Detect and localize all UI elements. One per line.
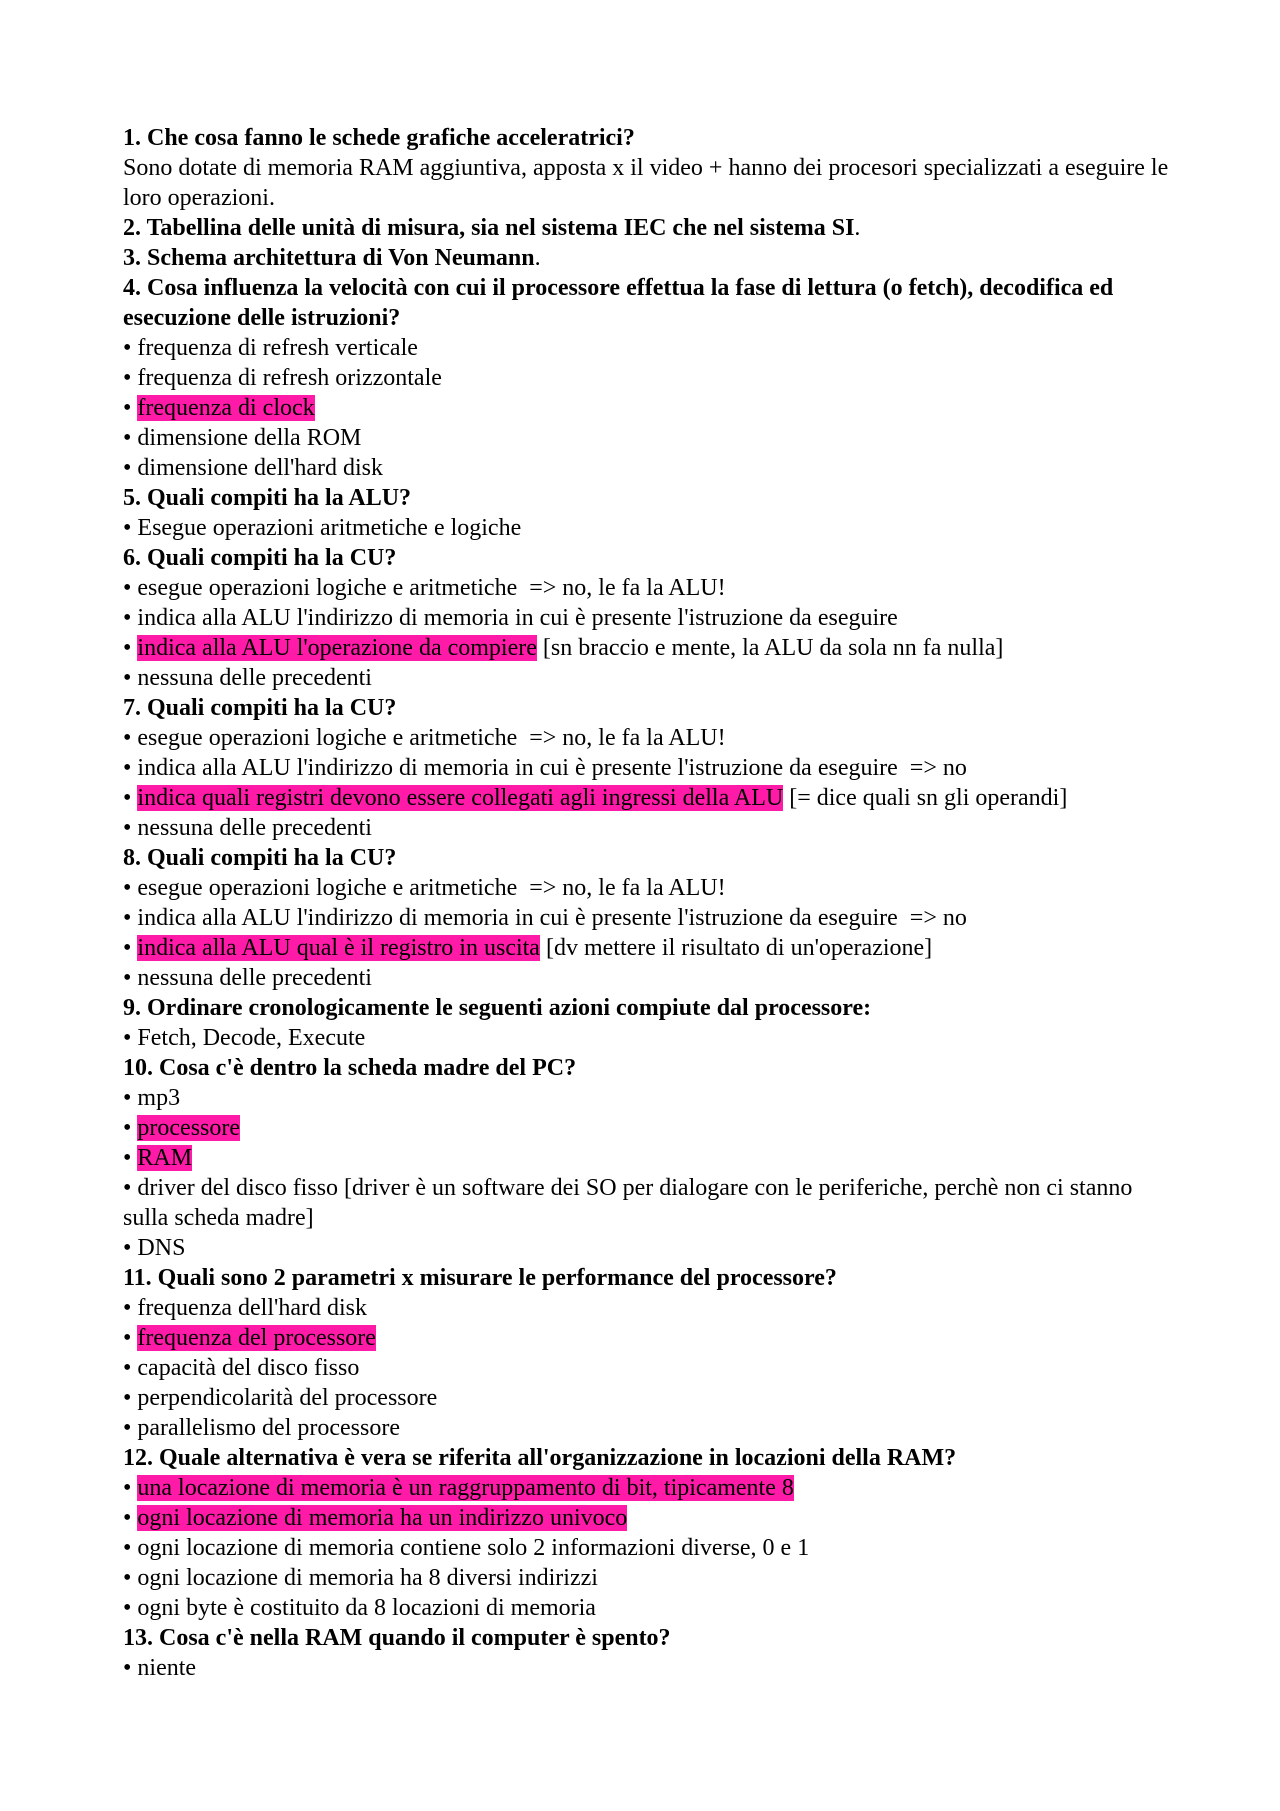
option-text: frequenza dell'hard disk xyxy=(137,1295,367,1321)
answer-option xyxy=(123,1413,1173,1443)
question-heading xyxy=(123,993,1173,1023)
option-comment: [dv mettere il risultato di un'operazione] xyxy=(539,935,933,961)
question-text: 9. Ordinare cronologicamente le seguenti azioni compiute dal processore: xyxy=(123,995,872,1021)
answer-option xyxy=(123,1593,1173,1623)
question-heading xyxy=(123,543,1173,573)
question-text: 4. Cosa influenza la velocità con cui il processore effettua la fase di lettura (o fetch), decodifica ed esecuzione delle istruzioni? xyxy=(123,275,1114,331)
question-heading xyxy=(123,1443,1173,1473)
question-heading xyxy=(123,273,1173,333)
bullet-icon: • xyxy=(123,1025,138,1051)
question-text: 7. Quali compiti ha la CU? xyxy=(123,695,397,721)
bullet-icon: • xyxy=(123,365,138,391)
answer-option xyxy=(123,513,1173,543)
highlighted-answer: frequenza di clock xyxy=(137,395,315,421)
answer-option-highlighted xyxy=(123,1503,1173,1533)
document-body xyxy=(123,123,1173,1683)
bullet-icon: • xyxy=(123,1595,138,1621)
bullet-icon: • xyxy=(123,335,138,361)
bullet-icon: • xyxy=(123,1085,138,1111)
answer-option xyxy=(123,1383,1173,1413)
option-text: ogni byte è costituito da 8 locazioni di memoria xyxy=(137,1595,596,1621)
question-heading xyxy=(123,843,1173,873)
question-heading xyxy=(123,1263,1173,1293)
option-note: => no xyxy=(909,755,967,781)
question-text: 10. Cosa c'è dentro la scheda madre del PC? xyxy=(123,1055,577,1081)
option-text: driver del disco fisso [driver è un software dei SO per dialogare con le periferiche, perchè non ci stanno sulla scheda madre] xyxy=(123,1175,1133,1231)
question-text: 1. Che cosa fanno le schede grafiche acceleratrici? xyxy=(123,125,635,151)
bullet-icon: • xyxy=(123,965,138,991)
bullet-icon: • xyxy=(123,515,138,541)
answer-option xyxy=(123,453,1173,483)
bullet-icon: • xyxy=(123,1295,138,1321)
bullet-icon: • xyxy=(123,1535,138,1561)
option-text: nessuna delle precedenti xyxy=(137,965,372,991)
answer-text: Sono dotate di memoria RAM aggiuntiva, apposta x il video + hanno dei procesori specializzati a eseguire le loro operazioni. xyxy=(123,155,1169,211)
answer-option xyxy=(123,333,1173,363)
answer-option xyxy=(123,1353,1173,1383)
answer-option-highlighted xyxy=(123,393,1173,423)
highlighted-answer: processore xyxy=(137,1115,241,1141)
option-text: Esegue operazioni aritmetiche e logiche xyxy=(137,515,522,541)
option-comment: [sn braccio e mente, la ALU da sola nn fa nulla] xyxy=(536,635,1004,661)
bullet-icon: • xyxy=(123,455,138,481)
bullet-icon: • xyxy=(123,1385,138,1411)
answer-option xyxy=(123,363,1173,393)
bullet-icon: • xyxy=(123,785,138,811)
highlighted-answer: ogni locazione di memoria ha un indirizzo univoco xyxy=(137,1505,628,1531)
option-text: capacità del disco fisso xyxy=(137,1355,360,1381)
answer-option-highlighted xyxy=(123,1323,1173,1353)
question-text: 8. Quali compiti ha la CU? xyxy=(123,845,397,871)
answer-option xyxy=(123,1533,1173,1563)
question-text: 6. Quali compiti ha la CU? xyxy=(123,545,397,571)
bullet-icon: • xyxy=(123,815,138,841)
question-heading xyxy=(123,123,1173,153)
answer-option-highlighted xyxy=(123,783,1173,813)
option-text: indica alla ALU l'indirizzo di memoria in cui è presente l'istruzione da eseguire xyxy=(137,755,898,781)
answer-option xyxy=(123,1083,1173,1113)
answer-option xyxy=(123,753,1173,783)
question-heading xyxy=(123,1053,1173,1083)
bullet-icon: • xyxy=(123,1415,138,1441)
option-text: ogni locazione di memoria contiene solo 2 informazioni diverse, 0 e 1 xyxy=(137,1535,810,1561)
question-text: 2. Tabellina delle unità di misura, sia nel sistema IEC che nel sistema SI xyxy=(123,215,855,241)
option-text: frequenza di refresh verticale xyxy=(137,335,418,361)
answer-option xyxy=(123,723,1173,753)
answer-option xyxy=(123,603,1173,633)
answer-option xyxy=(123,1653,1173,1683)
option-text: esegue operazioni logiche e aritmetiche xyxy=(137,875,518,901)
question-tail: . xyxy=(534,245,541,271)
question-text: 11. Quali sono 2 parametri x misurare le performance del processore? xyxy=(123,1265,837,1291)
highlighted-answer: frequenza del processore xyxy=(137,1325,376,1351)
option-text: dimensione dell'hard disk xyxy=(137,455,384,481)
answer-option xyxy=(123,1023,1173,1053)
bullet-icon: • xyxy=(123,425,138,451)
option-note: => no, le fa la ALU! xyxy=(529,725,726,751)
bullet-icon: • xyxy=(123,1655,138,1681)
bullet-icon: • xyxy=(123,1355,138,1381)
answer-option xyxy=(123,813,1173,843)
question-text: 3. Schema architettura di Von Neumann xyxy=(123,245,535,271)
answer-option xyxy=(123,573,1173,603)
highlighted-answer: indica quali registri devono essere collegati agli ingressi della ALU xyxy=(137,785,784,811)
option-text: parallelismo del processore xyxy=(137,1415,400,1441)
answer-option-highlighted xyxy=(123,1143,1173,1173)
answer-option xyxy=(123,963,1173,993)
bullet-icon: • xyxy=(123,1235,138,1261)
bullet-icon: • xyxy=(123,1145,138,1171)
question-heading xyxy=(123,693,1173,723)
option-text: ogni locazione di memoria ha 8 diversi indirizzi xyxy=(137,1565,598,1591)
bullet-icon: • xyxy=(123,1505,138,1531)
bullet-icon: • xyxy=(123,605,138,631)
answer-option-highlighted xyxy=(123,1113,1173,1143)
option-text: nessuna delle precedenti xyxy=(137,815,372,841)
option-comment: [= dice quali sn gli operandi] xyxy=(783,785,1068,811)
question-heading xyxy=(123,243,1173,273)
bullet-icon: • xyxy=(123,575,138,601)
answer-option-highlighted xyxy=(123,933,1173,963)
option-text: perpendicolarità del processore xyxy=(137,1385,438,1411)
bullet-icon: • xyxy=(123,875,138,901)
highlighted-answer: RAM xyxy=(137,1145,193,1171)
bullet-icon: • xyxy=(123,1325,138,1351)
highlighted-answer: una locazione di memoria è un raggruppamento di bit, tipicamente 8 xyxy=(137,1475,794,1501)
answer-option-highlighted xyxy=(123,633,1173,663)
bullet-icon: • xyxy=(123,725,138,751)
bullet-icon: • xyxy=(123,1175,138,1201)
answer-option xyxy=(123,663,1173,693)
option-text: frequenza di refresh orizzontale xyxy=(137,365,442,391)
question-text: 13. Cosa c'è nella RAM quando il computer è spento? xyxy=(123,1625,671,1651)
bullet-icon: • xyxy=(123,905,138,931)
answer-option xyxy=(123,1293,1173,1323)
option-note: => no, le fa la ALU! xyxy=(529,575,726,601)
option-text: dimensione della ROM xyxy=(137,425,362,451)
option-text: niente xyxy=(137,1655,197,1681)
answer-option-highlighted xyxy=(123,1473,1173,1503)
question-heading xyxy=(123,483,1173,513)
bullet-icon: • xyxy=(123,635,138,661)
bullet-icon: • xyxy=(123,1115,138,1141)
answer-option xyxy=(123,903,1173,933)
question-tail: . xyxy=(854,215,861,241)
answer-paragraph xyxy=(123,153,1173,213)
bullet-icon: • xyxy=(123,665,138,691)
option-text: indica alla ALU l'indirizzo di memoria in cui è presente l'istruzione da eseguire xyxy=(137,905,898,931)
option-text: DNS xyxy=(137,1235,186,1261)
answer-option xyxy=(123,873,1173,903)
option-text: esegue operazioni logiche e aritmetiche xyxy=(137,725,518,751)
bullet-icon: • xyxy=(123,1475,138,1501)
option-text: Fetch, Decode, Execute xyxy=(137,1025,366,1051)
option-text: nessuna delle precedenti xyxy=(137,665,372,691)
option-text: esegue operazioni logiche e aritmetiche xyxy=(137,575,518,601)
bullet-icon: • xyxy=(123,755,138,781)
option-note: => no xyxy=(909,905,967,931)
answer-option xyxy=(123,1173,1173,1233)
highlighted-answer: indica alla ALU l'operazione da compiere xyxy=(137,635,537,661)
option-text: mp3 xyxy=(137,1085,181,1111)
bullet-icon: • xyxy=(123,935,138,961)
question-text: 12. Quale alternativa è vera se riferita all'organizzazione in locazioni della RAM? xyxy=(123,1445,957,1471)
highlighted-answer: indica alla ALU qual è il registro in uscita xyxy=(137,935,540,961)
question-heading xyxy=(123,213,1173,243)
answer-option xyxy=(123,1563,1173,1593)
bullet-icon: • xyxy=(123,395,138,421)
question-heading xyxy=(123,1623,1173,1653)
answer-option xyxy=(123,1233,1173,1263)
option-text: indica alla ALU l'indirizzo di memoria in cui è presente l'istruzione da eseguire xyxy=(137,605,898,631)
option-note: => no, le fa la ALU! xyxy=(529,875,726,901)
bullet-icon: • xyxy=(123,1565,138,1591)
question-text: 5. Quali compiti ha la ALU? xyxy=(123,485,412,511)
answer-option xyxy=(123,423,1173,453)
